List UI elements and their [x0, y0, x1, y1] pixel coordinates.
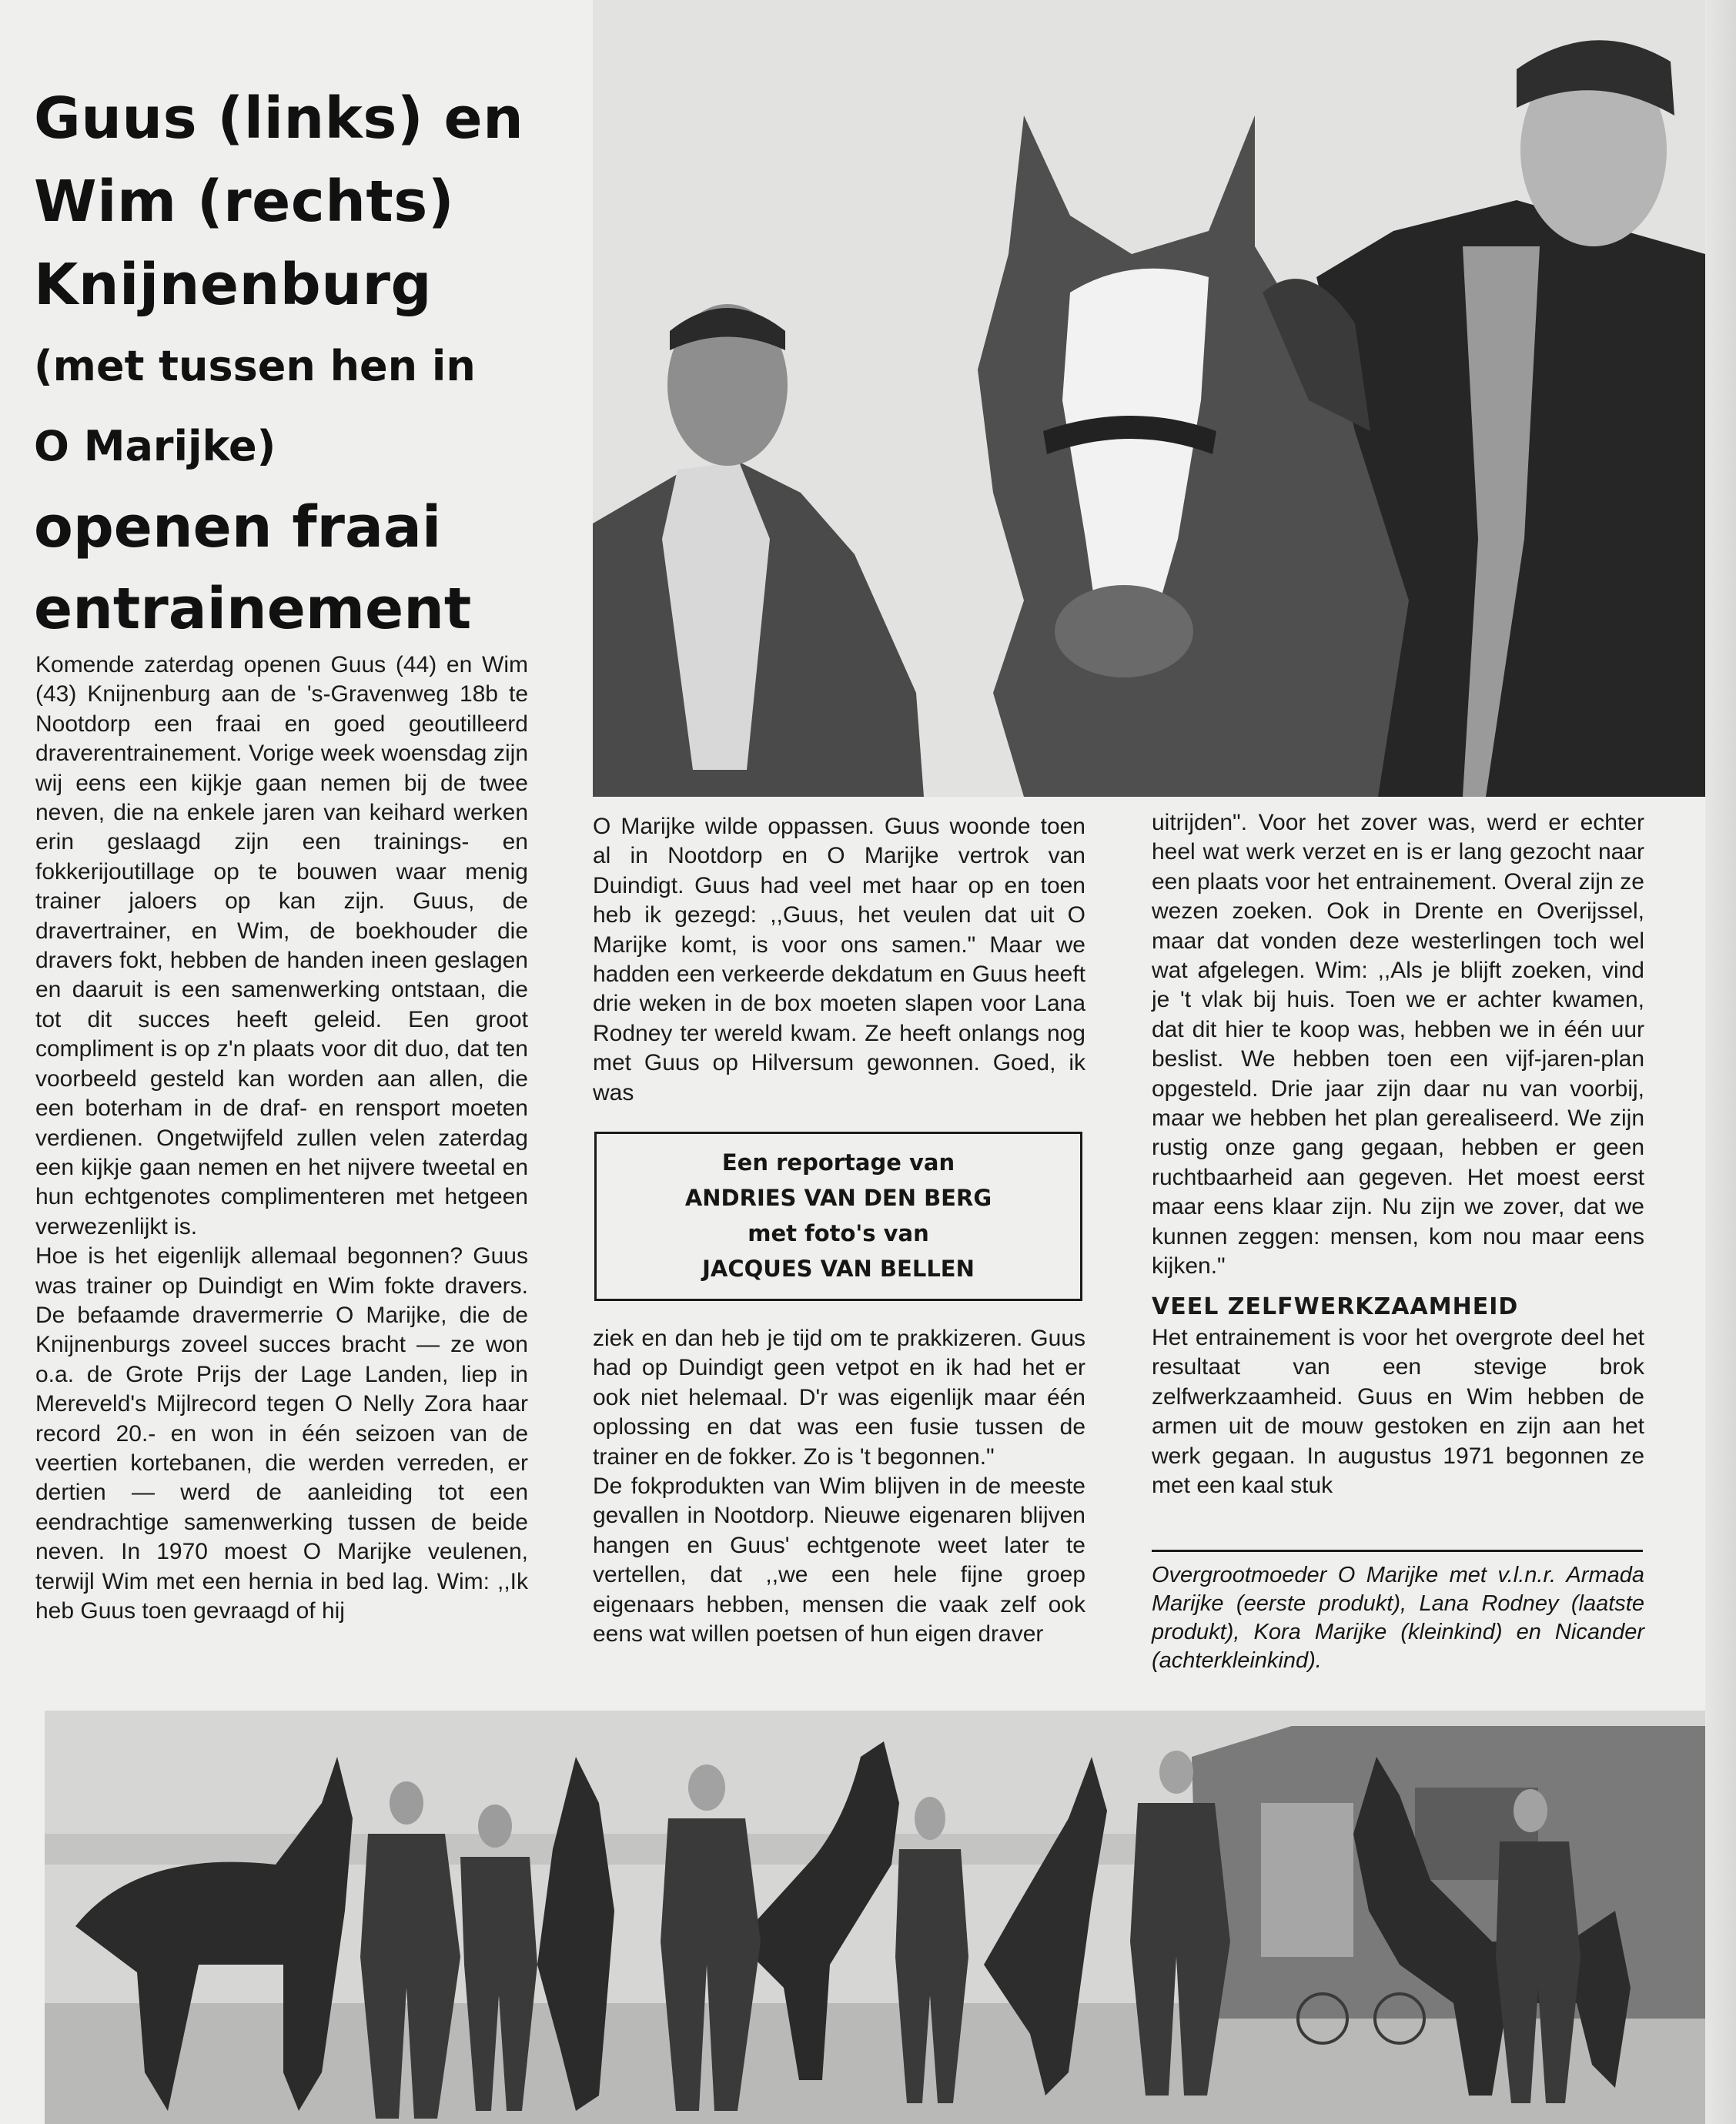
column3-after-paragraph: Het entrainement is voor het overgrote deel het resultaat van een stevige brok zelfwerkzaamheid. Guus en Wim hebben de armen uit de mouw gestoken en zijn aan het werk gegaan. In augustus 1971 begonnen ze met een kaal stuk — [1152, 1324, 1644, 1498]
column3-paragraph: uitrijden". Voor het zover was, werd er echter heel wat werk verzet en is er lang gezocht naar een plaats voor het entrainement. Overal zijn ze wezen zoeken. Ook in Drente en Overijssel, maar dat vonden deze westerlingen toch wel wat afgelegen. Wim: ,,Als je blijft zoeken, vind je 't vlak bij huis. Toen we er achter kwamen, dat dit hier te koop was, hebben we in één uur beslist. We hebben toen een vijf-jaren-plan opgesteld. Drie jaar zijn daar nu van voorbij, maar we hebben het plan gerealiseerd. We zijn rustig onze gang gegaan, hebben er geen ruchtbaarheid aan gegeven. Het moest eerst maar eens klaar zijn. Nu zijn we zover, dat we kunnen zeggen: mensen, kom nou maar eens kijken." — [1152, 810, 1644, 1279]
photo-caption: Overgrootmoeder O Marijke met v.l.n.r. Armada Marijke (eerste produkt), Lana Rodney (laatste produkt), Kora Marijke (kleinkind) en Nicander (achterkleinkind). — [1152, 1563, 1644, 1673]
article-column-3 — [1152, 808, 1644, 1500]
column2-top-paragraph: O Marijke wilde oppassen. Guus woonde toen al in Nootdorp en O Marijke vertrok van Duindigt. Guus had veel met haar op en toen heb ik gezegd: ,,Guus, het veulen dat uit O Marijke komt, is voor ons samen." Maar we hadden een verkeerde dekdatum en Guus heeft drie weken in de box moeten slapen voor Lana Rodney ter wereld kwam. Ze heeft onlangs nog met Guus op Hilversum gewonnen. Goed, ik was — [593, 814, 1085, 1105]
article-column-2-top — [593, 812, 1085, 1108]
bottom-photo-image — [45, 1711, 1705, 2124]
bottom-photo — [45, 1711, 1705, 2124]
page-edge — [1705, 0, 1736, 2124]
caption-divider — [1152, 1550, 1643, 1552]
credit-line-3: met foto's van — [748, 1220, 929, 1246]
column2-bottom-paragraph-2: De fokprodukten van Wim blijven in de meeste gevallen in Nootdorp. Nieuwe eigenaren blijven hangen en Guus' echtgenote weet later te vertellen, dat ,,we een hele fijne groep eigenaars hebben, mensen die vaak zelf ook eens wat willen poetsen of hun eigen draver — [593, 1473, 1085, 1647]
top-photo — [593, 0, 1705, 797]
headline — [34, 77, 573, 650]
headline-line-5: O Marijke) — [34, 422, 276, 470]
column1-paragraph-2: Hoe is het eigenlijk allemaal begonnen? Guus was trainer op Duindigt en Wim fokte dravers. De befaamde dravermerrie O Marijke, die de Knijnenburgs zoveel succes bracht — ze won o.a. de Grote Prijs der Lage Landen, liep in Mereveld's Mijlrecord tegen O Nelly Zora haar record 20.- en won in één seizoen van de veertien kortebanen, die werden verreden, er dertien — werd de aanleiding tot een eendrachtige samenwerking tussen de beide neven. In 1970 moest O Marijke veulenen, terwijl Wim met een hernia in bed lag. Wim: ,,Ik heb Guus toen gevraagd of hij — [35, 1243, 528, 1624]
article-column-1 — [35, 651, 528, 1626]
column2-bottom-paragraph-1: ziek en dan heb je tijd om te prakkizeren. Guus had op Duindigt geen vetpot en ik had het er ook niet helemaal. D'r was eigenlijk maar één oplossing en dat was een fusie tussen de trainer en de fokker. Zo is 't begonnen." — [593, 1326, 1085, 1470]
column1-paragraph-1: Komende zaterdag openen Guus (44) en Wim (43) Knijnenburg aan de 's-Gravenweg 18b te Nootdorp een fraai en goed geoutilleerd draverentrainement. Vorige week woensdag zijn wij eens een kijkje gaan nemen bij de twee neven, die na enkele jaren van keihard werken erin geslaagd zijn een trainings- en fokkerijoutillage op te bouwen waar menig trainer jaloers op kan zijn. Guus, de dravertrainer, en Wim, de boekhouder die dravers fokt, hebben de handen ineen geslagen en daaruit is een samenwerking ontstaan, die tot dit succes heeft geleid. Een groot compliment is op z'n plaats voor dit duo, dat ten voorbeeld gesteld kan worden aan allen, die een boterham in de draf- en rensport moeten verdienen. Ongetwijfeld zullen velen zaterdag een kijkje gaan nemen en het nijvere tweetal en hun echtgenotes complimenteren met hetgeen verwezenlijkt is. — [35, 652, 528, 1239]
credit-line-2: ANDRIES VAN DEN BERG — [684, 1185, 992, 1211]
headline-line-6: openen fraai — [34, 494, 442, 560]
credit-line-1: Een reportage van — [721, 1149, 955, 1176]
headline-line-4: (met tussen hen in — [34, 342, 476, 390]
headline-line-1: Guus (links) en — [34, 85, 524, 152]
headline-line-3: Knijnenburg — [34, 252, 432, 318]
subheading: VEEL ZELFWERKZAAMHEID — [1152, 1293, 1519, 1320]
headline-line-2: Wim (rechts) — [34, 169, 455, 235]
credit-box — [594, 1132, 1082, 1301]
credit-line-4: JACQUES VAN BELLEN — [702, 1256, 975, 1282]
article-column-2-bottom — [593, 1324, 1085, 1649]
top-photo-image — [593, 0, 1705, 797]
headline-line-7: entrainement — [34, 576, 472, 642]
